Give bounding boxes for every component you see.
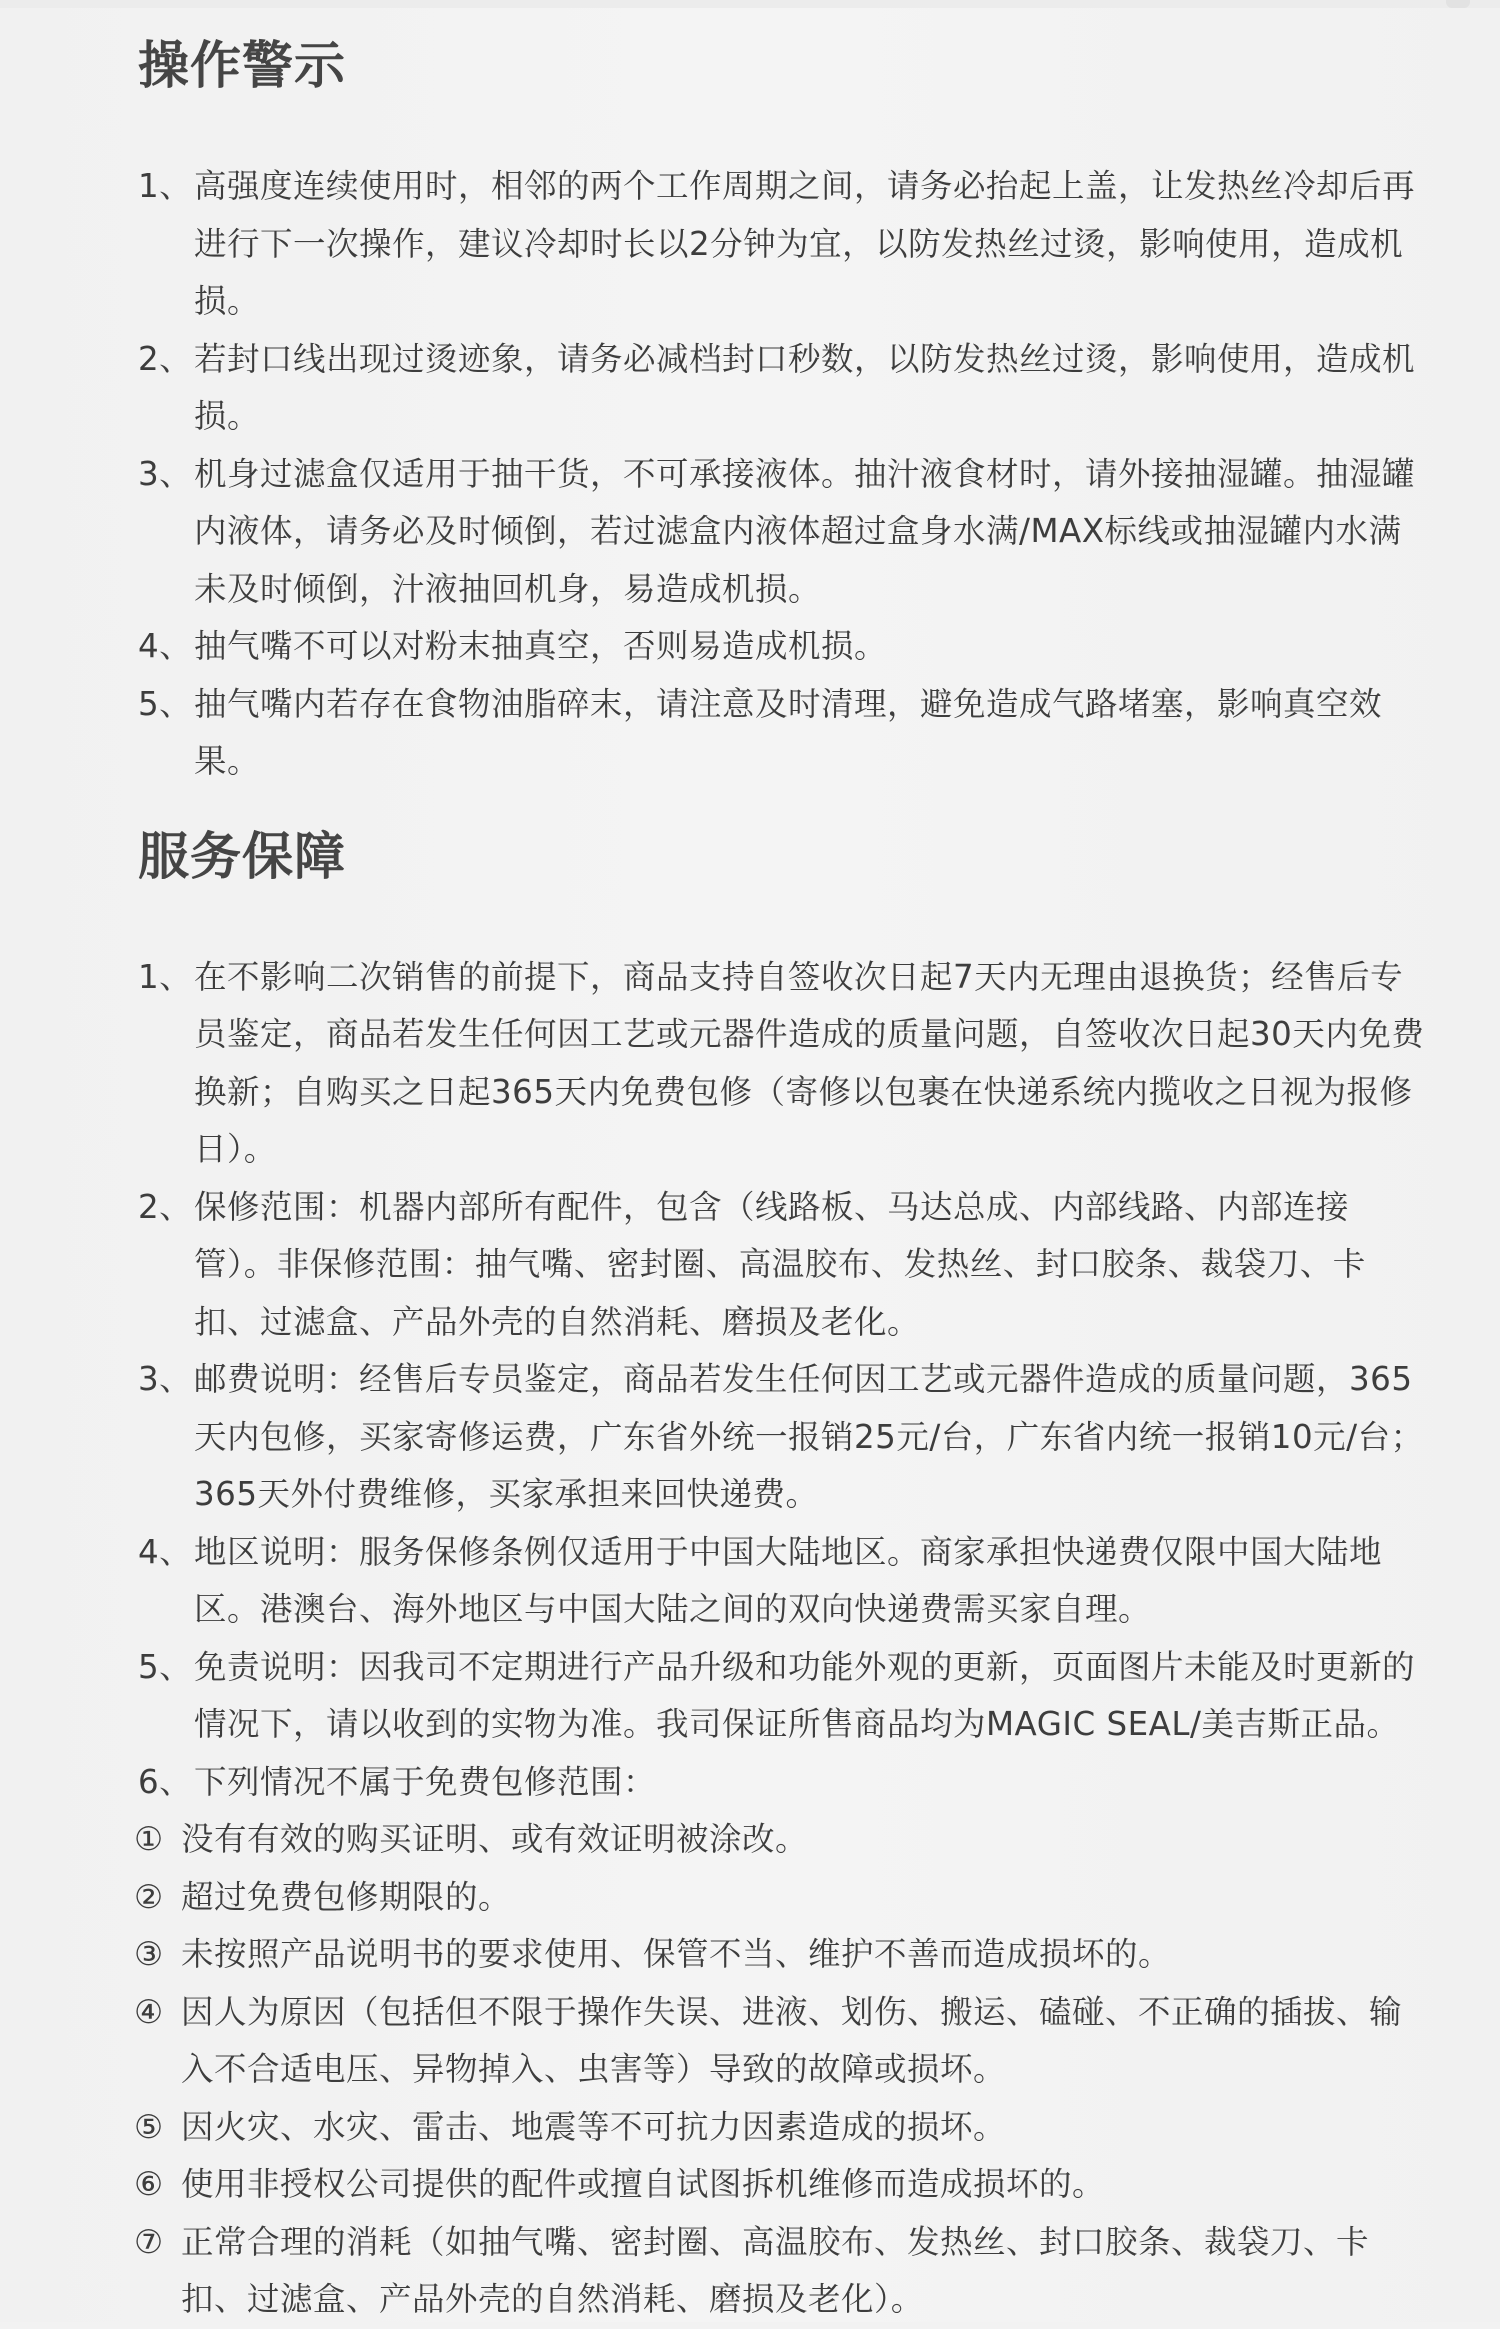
item-text: 下列情况不属于免费包修范围： (194, 1762, 657, 1801)
circled-number: ② (134, 1877, 164, 1916)
item-text: 邮费说明：经售后专员鉴定，商品若发生任何因工艺或元器件造成的质量问题，365天内包修，买家寄修运费，广东省外统一报销25元/台，广东省内统一报销10元/台；365天外付费维修，买家承担来回快递费。 (194, 1360, 1424, 1513)
service-item-4 (138, 1524, 1428, 1639)
exclusion-text: 因人为原因（包括但不限于操作失误、进液、划伤、搬运、磕碰、不正确的插拔、输入不合适电压、异物掉入、虫害等）导致的故障或损坏。 (181, 1992, 1403, 2088)
warning-item-3 (138, 446, 1428, 619)
service-item-2 (138, 1179, 1428, 1352)
exclusion-item-7 (134, 2214, 1428, 2329)
warning-item-2 (138, 331, 1428, 446)
service-item-3 (138, 1351, 1428, 1524)
warnings-list (138, 158, 1428, 791)
exclusion-text: 因火灾、水灾、雷击、地震等不可抗力因素造成的损坏。 (181, 2107, 1007, 2146)
exclusion-text: 未按照产品说明书的要求使用、保管不当、维护不善而造成损坏的。 (181, 1935, 1172, 1973)
item-number: 3、 (138, 1360, 193, 1398)
item-number: 1、 (138, 167, 193, 205)
item-text: 若封口线出现过烫迹象，请务必减档封口秒数，以防发热丝过烫，影响使用，造成机损。 (194, 339, 1416, 435)
exclusion-item-2 (134, 1869, 1428, 1927)
item-number: 5、 (138, 1647, 193, 1686)
circled-number: ⑥ (134, 2165, 164, 2203)
exclusion-item-3 (134, 1926, 1428, 1984)
top-edge (0, 0, 1500, 8)
warning-item-1 (138, 158, 1428, 331)
service-item-6 (138, 1754, 1428, 1812)
item-text: 在不影响二次销售的前提下，商品支持自签收次日起7天内无理由退换货；经售后专员鉴定，商品若发生任何因工艺或元器件造成的质量问题，自签收次日起30天内免费换新；自购买之日起365天内免费包修（寄修以包裹在快递系统内揽收之日视为报修日）。 (194, 957, 1425, 1168)
service-item-5 (138, 1639, 1428, 1754)
operation-warnings-title: 操作警示 (138, 37, 347, 96)
item-text: 抽气嘴不可以对粉末抽真空，否则易造成机损。 (194, 627, 888, 665)
circled-number: ④ (134, 1992, 164, 2031)
circled-number: ⑤ (134, 2107, 164, 2146)
item-number: 2、 (138, 339, 193, 378)
exclusion-item-1 (134, 1811, 1428, 1869)
item-number: 2、 (138, 1187, 193, 1226)
exclusion-text: 正常合理的消耗（如抽气嘴、密封圈、高温胶布、发热丝、封口胶条、裁袋刀、卡扣、过滤盒、产品外壳的自然消耗、磨损及老化）。 (181, 2222, 1370, 2318)
service-item-1 (138, 949, 1428, 1179)
item-number: 1、 (138, 957, 193, 996)
document-content (134, 34, 1428, 2329)
warning-item-4 (138, 618, 1428, 676)
exclusion-text: 使用非授权公司提供的配件或擅自试图拆机维修而造成损坏的。 (181, 2165, 1106, 2203)
item-text: 保修范围：机器内部所有配件，包含（线路板、马达总成、内部线路、内部连接管）。非保修范围：抽气嘴、密封圈、高温胶布、发热丝、封口胶条、裁袋刀、卡扣、过滤盒、产品外壳的自然消耗、磨损及老化。 (194, 1187, 1366, 1341)
service-guarantee-section (134, 825, 1428, 2329)
item-text: 抽气嘴内若存在食物油脂碎末，请注意及时清理，避免造成气路堵塞，影响真空效果。 (194, 684, 1383, 780)
item-text: 地区说明：服务保修条例仅适用于中国大陆地区。商家承担快递费仅限中国大陆地区。港澳台、海外地区与中国大陆之间的双向快递费需买家自理。 (194, 1532, 1383, 1628)
service-guarantee-title: 服务保障 (138, 827, 347, 887)
operation-warnings-section (138, 34, 1428, 791)
item-number: 5、 (138, 684, 193, 723)
circled-number: ① (134, 1820, 164, 1858)
exclusion-item-4 (134, 1984, 1428, 2099)
circled-number: ③ (134, 1935, 164, 1973)
item-number: 3、 (138, 454, 193, 493)
item-text: 高强度连续使用时，相邻的两个工作周期之间，请务必抬起上盖，让发热丝冷却后再进行下一次操作，建议冷却时长以2分钟为宜，以防发热丝过烫，影响使用，造成机损。 (194, 167, 1416, 320)
circled-number: ⑦ (134, 2222, 164, 2261)
item-text: 机身过滤盒仅适用于抽干货，不可承接液体。抽汁液食材时，请外接抽湿罐。抽湿罐内液体，请务必及时倾倒，若过滤盒内液体超过盒身水满/MAX标线或抽湿罐内水满未及时倾倒，汁液抽回机身，易造成机损。 (194, 454, 1416, 608)
item-number: 6、 (138, 1762, 193, 1801)
warning-item-5 (138, 676, 1428, 791)
exclusion-text: 没有有效的购买证明、或有效证明被涂改。 (181, 1820, 809, 1858)
exclusion-item-6 (134, 2156, 1428, 2214)
item-number: 4、 (138, 1532, 193, 1571)
item-text: 免责说明：因我司不定期进行产品升级和功能外观的更新，页面图片未能及时更新的情况下，请以收到的实物为准。我司保证所售商品均为MAGIC SEAL/美吉斯正品。 (194, 1647, 1416, 1743)
item-number: 4、 (138, 627, 193, 665)
service-list (138, 949, 1428, 1812)
exclusion-text: 超过免费包修期限的。 (181, 1877, 512, 1916)
exclusion-item-5 (134, 2099, 1428, 2157)
exclusions-list (134, 1811, 1428, 2329)
